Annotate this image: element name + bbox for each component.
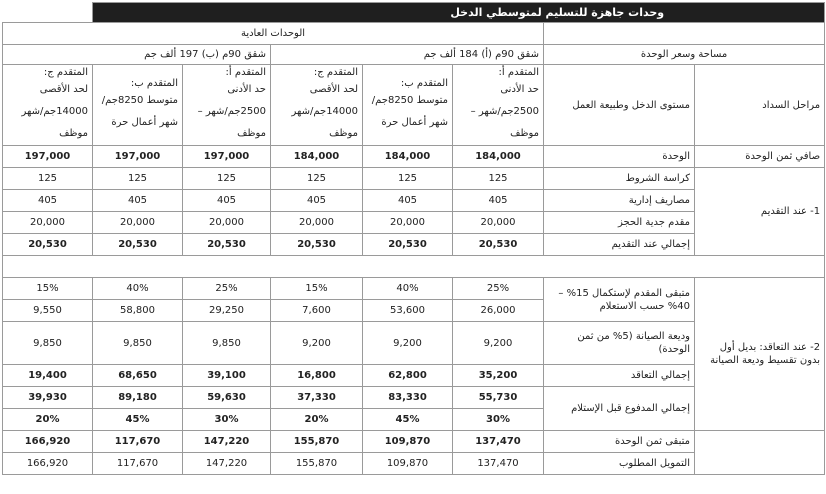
financing-cell: 137,470 [453,453,544,475]
application-cell: 20,000 [3,212,93,234]
paid-percent: 20% [3,409,93,431]
remaining-row-label: متبقى ثمن الوحدة [544,431,695,453]
title-left-blank [3,3,93,23]
application-stage: 1- عند التقديم [695,168,825,256]
application-cell: 20,000 [183,212,271,234]
application-cell: 405 [93,190,183,212]
contract-cell: 40% [363,278,453,300]
application-cell: 405 [363,190,453,212]
paid-before-handover: 89,180 [93,387,183,409]
application-row-label: إجمالي عند التقديم [544,234,695,256]
remaining-cell: 117,670 [93,431,183,453]
contract-cell: 9,200 [363,322,453,365]
application-total: 20,530 [453,234,544,256]
tier-desc: متوسط 8250جم/شهر أعمال حرة [101,94,178,128]
application-cell: 20,000 [271,212,363,234]
contract-stage: 2- عند التعاقد: بديل أول بدون تقسيط وديعة الصيانة [695,278,825,431]
application-cell: 125 [453,168,544,190]
contract-cell: 58,800 [93,300,183,322]
financing-cell: 166,920 [3,453,93,475]
financing-cell: 147,220 [183,453,271,475]
net-price-label: الوحدة [544,146,695,168]
remaining-cell: 137,470 [453,431,544,453]
page-title: وحدات جاهزة للتسليم لمتوسطي الدخل [93,3,825,23]
apartment-a-header: شقق 90م (أ) 184 ألف جم [271,45,544,65]
paid-before-handover: 83,330 [363,387,453,409]
application-cell: 125 [271,168,363,190]
contract-cell: 9,850 [183,322,271,365]
income-level-header: مستوى الدخل وطبيعة العمل [544,65,695,146]
application-cell: 125 [363,168,453,190]
tier-desc: حد الأدنى 2500جم/شهر – موظف [197,83,266,139]
application-total: 20,530 [363,234,453,256]
application-cell: 20,000 [453,212,544,234]
contract-total: 68,650 [93,365,183,387]
paid-before-handover: 55,730 [453,387,544,409]
contract-cell: 15% [271,278,363,300]
paid-percent: 45% [93,409,183,431]
tier-desc: حد الأدنى 2500جم/شهر – موظف [470,83,539,139]
contract-cell: 9,550 [3,300,93,322]
paid-percent: 30% [453,409,544,431]
contract-cell: 9,200 [453,322,544,365]
financing-cell: 109,870 [363,453,453,475]
contract-cell: 15% [3,278,93,300]
application-total: 20,530 [93,234,183,256]
application-total: 20,530 [183,234,271,256]
application-row-label: كراسة الشروط [544,168,695,190]
contract-cell: 25% [183,278,271,300]
tier-name: المتقدم أ: [498,66,539,78]
tier-desc: لحد الأقصى 14000جم/شهر موظف [21,83,88,139]
tier-cell [3,65,93,146]
apartment-b-header: شقق 90م (ب) 197 ألف جم [3,45,271,65]
application-cell: 125 [3,168,93,190]
tier-name: المتقدم ب: [130,77,178,89]
contract-cell: 9,850 [3,322,93,365]
paid-before-handover: 37,330 [271,387,363,409]
contract-total: 16,800 [271,365,363,387]
contract-row-label: إجمالي المدفوع قبل الإستلام [544,387,695,431]
paid-before-handover: 59,630 [183,387,271,409]
net-price-stage: صافي ثمن الوحدة [695,146,825,168]
net-price-value: 184,000 [271,146,363,168]
area-price-header: مساحة وسعر الوحدة [544,45,825,65]
section-title: الوحدات العادية [3,23,544,45]
tier-name: المتقدم ج: [313,66,358,78]
remaining-row-label: التمويل المطلوب [544,453,695,475]
remaining-cell: 155,870 [271,431,363,453]
application-row-label: مصاريف إدارية [544,190,695,212]
tier-name: المتقدم ج: [43,66,88,78]
net-price-value: 197,000 [3,146,93,168]
contract-cell: 7,600 [271,300,363,322]
paid-percent: 30% [183,409,271,431]
remaining-cell: 166,920 [3,431,93,453]
spacer-cell [3,256,825,278]
contract-total: 35,200 [453,365,544,387]
contract-cell: 9,850 [93,322,183,365]
contract-total: 19,400 [3,365,93,387]
payment-plan-table [2,2,825,475]
application-cell: 20,000 [363,212,453,234]
tier-cell [363,65,453,146]
contract-row-label: وديعة الصيانة (5% من ثمن الوحدة) [544,322,695,365]
contract-row-label: إجمالي التعاقد [544,365,695,387]
contract-cell: 26,000 [453,300,544,322]
application-cell: 405 [453,190,544,212]
tier-cell [183,65,271,146]
tier-name: المتقدم ب: [400,77,448,89]
application-cell: 405 [3,190,93,212]
net-price-value: 184,000 [453,146,544,168]
contract-cell: 40% [93,278,183,300]
tier-desc: متوسط 8250جم/شهر أعمال حرة [371,94,448,128]
application-cell: 405 [183,190,271,212]
contract-cell: 29,250 [183,300,271,322]
section-blank [544,23,825,45]
contract-row-label: متبقى المقدم لإستكمال 15% – 40% حسب الاستعلام [544,278,695,322]
application-cell: 20,000 [93,212,183,234]
contract-total: 39,100 [183,365,271,387]
paid-percent: 45% [363,409,453,431]
contract-total: 62,800 [363,365,453,387]
remaining-stage [695,431,825,475]
application-total: 20,530 [271,234,363,256]
paid-before-handover: 39,930 [3,387,93,409]
remaining-cell: 147,220 [183,431,271,453]
application-total: 20,530 [3,234,93,256]
application-row-label: مقدم جدية الحجز [544,212,695,234]
application-cell: 125 [183,168,271,190]
tier-desc: لحد الأقصى 14000جم/شهر موظف [291,83,358,139]
tier-name: المتقدم أ: [225,66,266,78]
net-price-value: 184,000 [363,146,453,168]
tier-cell [453,65,544,146]
tier-cell [271,65,363,146]
application-cell: 125 [93,168,183,190]
financing-cell: 155,870 [271,453,363,475]
tier-cell [93,65,183,146]
remaining-cell: 109,870 [363,431,453,453]
contract-cell: 53,600 [363,300,453,322]
payment-stages-header: مراحل السداد [695,65,825,146]
application-cell: 405 [271,190,363,212]
paid-percent: 20% [271,409,363,431]
contract-cell: 25% [453,278,544,300]
contract-cell: 9,200 [271,322,363,365]
net-price-value: 197,000 [93,146,183,168]
financing-cell: 117,670 [93,453,183,475]
net-price-value: 197,000 [183,146,271,168]
